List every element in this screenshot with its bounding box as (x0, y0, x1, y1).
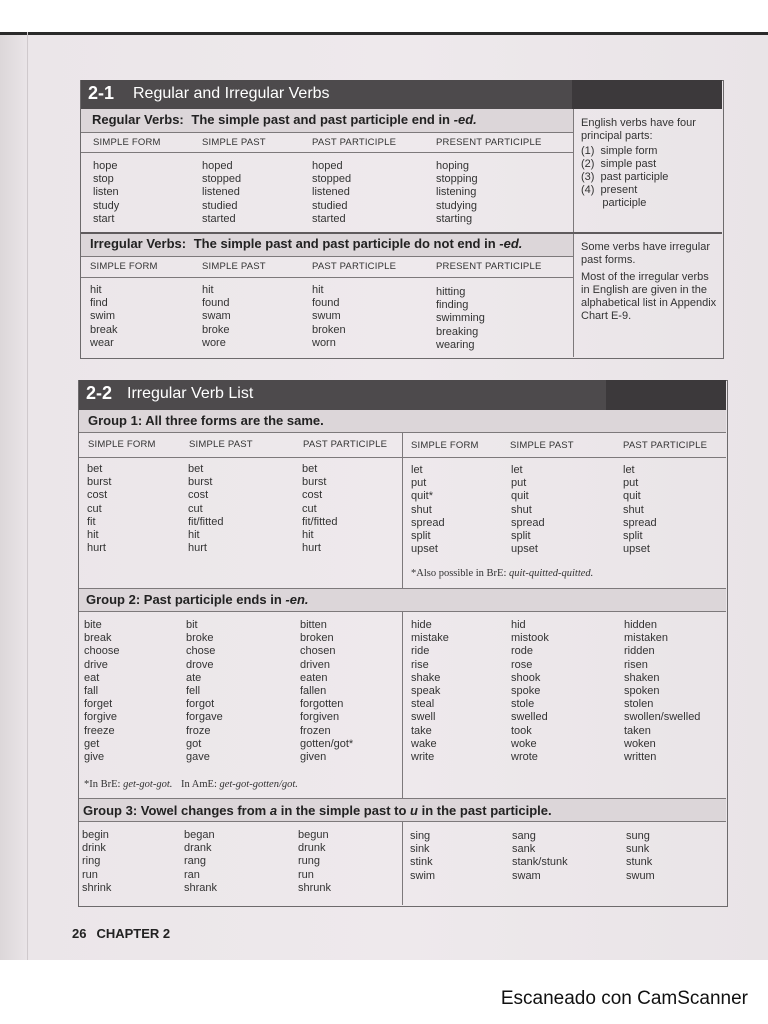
col-present-participle: PRESENT PARTICIPLE (436, 137, 542, 148)
irregular-simple-form-list: hit find swim break wear (90, 284, 118, 349)
col-simple-form: SIMPLE FORM (93, 137, 161, 148)
chart-2-1-titlebar (81, 80, 722, 109)
col-simple-form: SIMPLE FORM (411, 440, 479, 451)
principal-parts-list: (1) simple form (2) simple past (3) past participle (4) present participle (581, 145, 669, 209)
group-3-past-participle-list-right: sung sunk stunk swum (626, 830, 655, 882)
group-1-footnote: *Also possible in BrE: quit-quitted-quitted. (411, 568, 594, 579)
regular-verbs-heading: Regular Verbs: The simple past and past participle end in -ed. (92, 112, 477, 127)
group-2-simple-past-list-right: hid mistook rode rose shook spoke stole swelled took woke wrote (511, 619, 549, 764)
regular-simple-past-list: hoped stopped listened studied started (202, 160, 242, 225)
col-simple-past: SIMPLE PAST (510, 440, 574, 451)
group-2-simple-past-list: bit broke chose drove ate fell forgot forgave froze got gave (186, 619, 223, 764)
group-2-past-participle-list: bitten broken chosen driven eaten fallen forgotten forgiven frozen gotten/got* given (300, 619, 354, 764)
group-3-heading: Group 3: Vowel changes from a in the simple past to u in the past participle. (83, 803, 552, 818)
irregular-forms-note: Some verbs have irregular past forms. Most of the irregular verbs in English are given in the alphabetical list in Appendix Chart E-9. (581, 241, 717, 322)
group-3-past-participle-list: begun drunk rung run shrunk (298, 829, 332, 894)
col-simple-past: SIMPLE PAST (202, 137, 266, 148)
group-2-footnote: *In BrE: get-got-got. In AmE: get-got-gotten/got. (84, 779, 298, 790)
chart-2-2-title: Irregular Verb List (127, 385, 254, 402)
group-3-simple-form-list-right: sing sink stink swim (410, 830, 436, 882)
col-simple-past: SIMPLE PAST (189, 439, 253, 450)
page-footer (72, 926, 180, 941)
regular-past-participle-list: hoped stopped listened studied started (312, 160, 352, 225)
irregular-simple-past-list: hit found swam broke wore (202, 284, 231, 349)
col-past-participle: PAST PARTICIPLE (303, 439, 388, 450)
scanned-page (0, 32, 768, 960)
group-2-simple-form-list-right: hide mistake ride rise shake speak steal swell take wake write (411, 619, 449, 764)
page-number: 26 (72, 926, 87, 941)
group-3-simple-past-list-right: sang sank stank/stunk swam (512, 830, 568, 882)
irregular-past-participle-list: hit found swum broken worn (312, 284, 346, 349)
col-present-participle: PRESENT PARTICIPLE (436, 261, 542, 272)
regular-present-participle-list: hoping stopping listening studying starting (436, 160, 478, 225)
principal-parts-note: English verbs have four principal parts: (1) simple form (2) simple past (3) past participle (4) present participle (581, 117, 716, 210)
col-past-participle: PAST PARTICIPLE (623, 440, 708, 451)
group-3-simple-form-list: begin drink ring run shrink (82, 829, 112, 894)
group-1-simple-form-list: bet burst cost cut fit hit hurt (87, 463, 112, 555)
page-fold-line (27, 32, 28, 960)
page-top-edge (0, 32, 768, 35)
group-2-simple-form-list: bite break choose drive eat fall forget forgive freeze get give (84, 619, 120, 764)
group-2-heading: Group 2: Past participle ends in -en. (86, 592, 309, 607)
col-past-participle: PAST PARTICIPLE (312, 261, 397, 272)
regular-simple-form-list: hope stop listen study start (93, 160, 120, 225)
chart-2-2-titlebar (79, 380, 726, 410)
irregular-verbs-heading: Irregular Verbs: The simple past and past participle do not end in -ed. (90, 236, 523, 251)
group-1-past-participle-list: bet burst cost cut fit/fitted hit hurt (302, 463, 338, 555)
chart-2-1-number: 2-1 (88, 83, 115, 103)
group-1-simple-past-list-right: let put quit shut spread split upset (511, 464, 545, 556)
col-simple-form: SIMPLE FORM (88, 439, 156, 450)
chart-2-2-number: 2-2 (86, 383, 113, 403)
group-1-simple-form-list-right: let put quit* shut spread split upset (411, 464, 445, 556)
group-1-past-participle-list-right: let put quit shut spread split upset (623, 464, 657, 556)
chapter-label: CHAPTER 2 (96, 926, 171, 941)
group-1-heading: Group 1: All three forms are the same. (88, 413, 324, 428)
group-2-past-participle-list-right: hidden mistaken ridden risen shaken spoken stolen swollen/swelled taken woken written (624, 619, 701, 764)
group-3-simple-past-list: began drank rang ran shrank (184, 829, 218, 894)
chart-2-1-title: Regular and Irregular Verbs (133, 85, 330, 102)
camscanner-watermark: Escaneado con CamScanner (500, 988, 748, 1009)
col-simple-past: SIMPLE PAST (202, 261, 266, 272)
col-past-participle: PAST PARTICIPLE (312, 137, 397, 148)
group-1-simple-past-list: bet burst cost cut fit/fitted hit hurt (188, 463, 224, 555)
col-simple-form: SIMPLE FORM (90, 261, 158, 272)
irregular-present-participle-list: hitting finding swimming breaking wearing (436, 286, 485, 351)
